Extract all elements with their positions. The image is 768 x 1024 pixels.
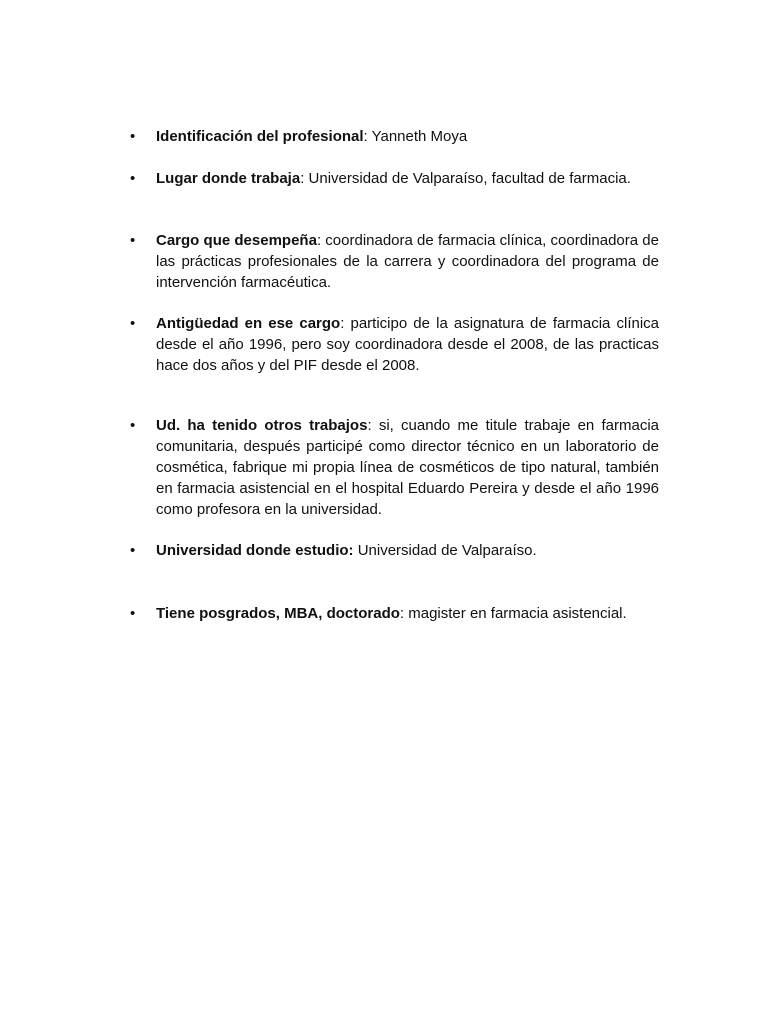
item-text <box>156 603 659 624</box>
item-text <box>156 168 659 189</box>
item-value: Universidad de Valparaíso. <box>353 542 537 559</box>
item-label: Lugar donde trabaja <box>156 170 301 187</box>
item-label: Antigüedad en ese cargo <box>156 315 341 332</box>
bullet-icon: • <box>130 542 136 559</box>
item-label: Ud. ha tenido otros trabajos <box>156 417 368 434</box>
item-label: Tiene posgrados, MBA, doctorado <box>156 605 400 622</box>
bullet-icon: • <box>130 232 136 249</box>
item-text <box>156 313 659 376</box>
item-value: : Universidad de Valparaíso, facultad de farmacia. <box>300 170 631 187</box>
item-label: Cargo que desempeña <box>156 232 317 249</box>
bullet-icon: • <box>130 605 136 622</box>
item-text <box>156 126 659 147</box>
item-text <box>156 415 659 520</box>
bullet-icon: • <box>130 128 136 145</box>
item-value: : si, cuando me titule trabaje en farmacia comunitaria, después participé como director técnico en un laboratorio de cosmética, fabrique mi propia línea de cosméticos de tipo natural, también en farmacia asistencial en el hospital Eduardo Pereira y desde el año 1996 como profesora en la universidad. <box>156 417 660 518</box>
item-value: : Yanneth Moya <box>363 128 468 145</box>
bullet-icon: • <box>130 170 136 187</box>
item-text <box>156 230 659 293</box>
item-label: Universidad donde estudio: <box>156 542 354 559</box>
item-label: Identificación del profesional <box>156 128 364 145</box>
bullet-icon: • <box>130 417 136 434</box>
item-text <box>156 540 659 561</box>
item-value: : participo de la asignatura de farmacia clínica desde el año 1996, pero soy coordinadora desde el 2008, de las practicas hace dos años y del PIF desde el 2008. <box>156 315 659 374</box>
item-value: : magister en farmacia asistencial. <box>399 605 627 622</box>
item-value: : coordinadora de farmacia clínica, coordinadora de las prácticas profesionales de la carrera y coordinadora del programa de intervención farmacéutica. <box>156 232 659 291</box>
bullet-icon: • <box>130 315 136 332</box>
